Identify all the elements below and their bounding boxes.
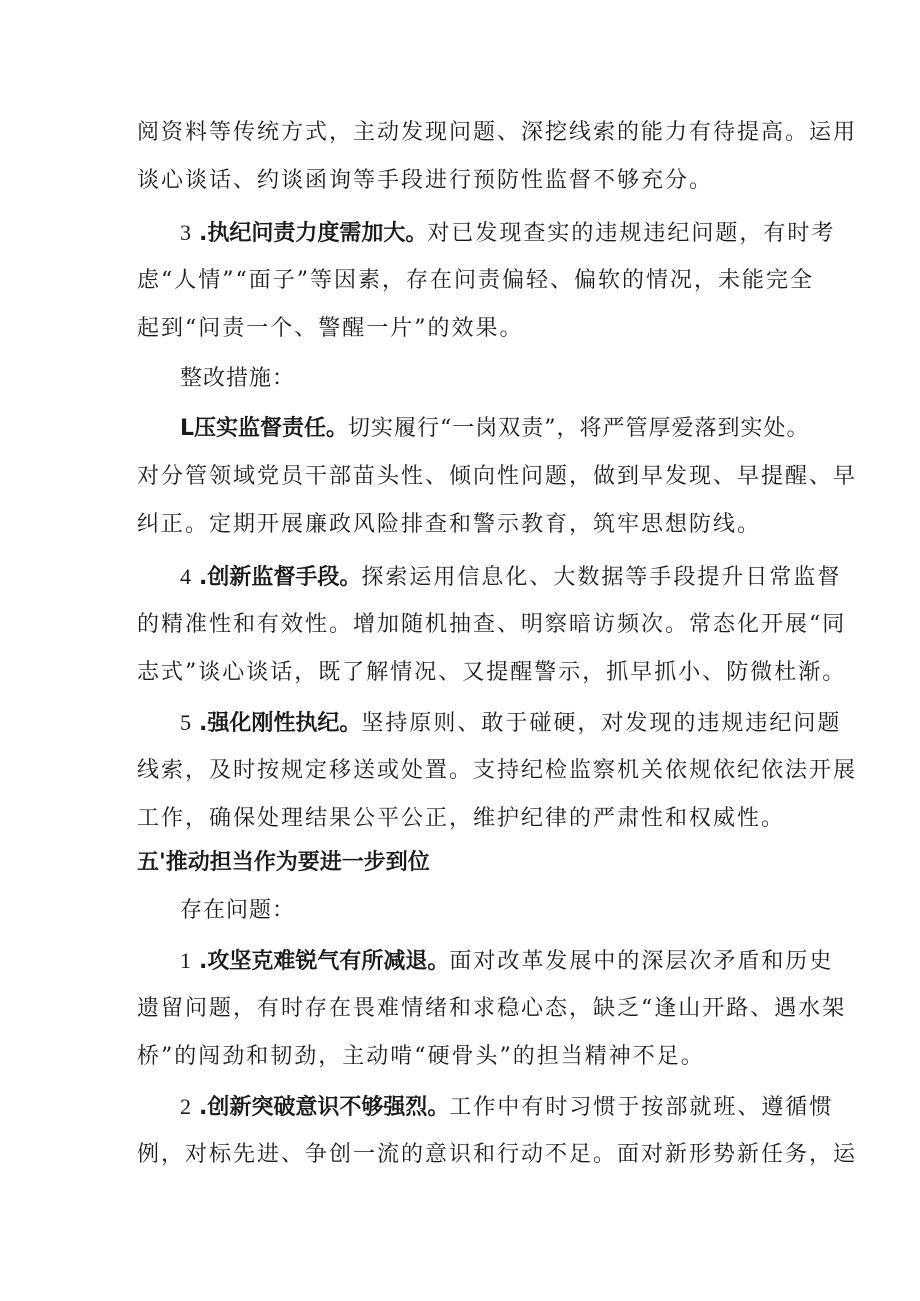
item-lead: .攻坚克难锐气有所减退。	[199, 949, 450, 974]
measures-heading: 整改措施：	[180, 366, 296, 391]
item-3-line-1	[180, 218, 835, 249]
paragraph-line: 例，对标先进、争创一流的意识和行动不足。面对新形势新任务，运	[137, 1142, 858, 1167]
paragraph-line: 起到“问责一个、警醒一片”的效果。	[137, 316, 524, 341]
item-text: 面对改革发展中的深层次矛盾和历史	[449, 949, 834, 974]
issue-2-line-1	[180, 1092, 833, 1123]
paragraph-line: 桥”的闯劲和韧劲，主动啃“硬骨头”的担当精神不足。	[137, 1044, 705, 1069]
paragraph-line: 遗留问题，有时存在畏难情绪和求稳心态，缺乏“逢山开路、遇水架	[137, 996, 847, 1021]
paragraph-line: 志式”谈心谈话，既了解情况、又提醒警示，抓早抓小、防微杜渐。	[137, 660, 847, 685]
item-number: 1	[180, 948, 191, 973]
item-text: 工作中有时习惯于按部就班、遵循惯	[449, 1095, 834, 1120]
item-text: 坚持原则、敢于碰硬，对发现的违规违纪问题	[361, 711, 842, 736]
item-text: 对已发现查实的违规违纪问题，有时考	[427, 221, 836, 246]
item-number: 5	[180, 710, 191, 735]
item-lead: .创新监督手段。	[199, 565, 362, 590]
item-number: 4	[180, 564, 191, 589]
measure-1-line-1	[180, 414, 810, 444]
item-lead: .创新突破意识不够强烈。	[199, 1095, 450, 1120]
issue-1-line-1	[180, 946, 833, 977]
paragraph-line: 线索，及时按规定移送或处置。支持纪检监察机关依规依纪依法开展	[137, 758, 858, 783]
measure-5-line-1	[180, 708, 841, 739]
item-lead: .强化刚性执纪。	[199, 711, 362, 736]
item-text: 切实履行“一岗双责”，将严管厚爱落到实处。	[348, 416, 810, 441]
paragraph-line: 的精准性和有效性。增加随机抽查、明察暗访频次。常态化开展“同	[137, 612, 847, 637]
paragraph-line: 虑“人情”“面子”等因素，存在问责偏轻、偏软的情况，未能完全	[137, 268, 814, 293]
section-5-heading: 五'推动担当作为要进一步到位	[137, 850, 430, 875]
item-number: 2	[180, 1094, 191, 1119]
paragraph-line: 阅资料等传统方式，主动发现问题、深挖线索的能力有待提高。运用	[137, 120, 858, 145]
item-text: 探索运用信息化、大数据等手段提升日常监督	[361, 565, 842, 590]
item-lead: .执纪问责力度需加大。	[199, 221, 428, 246]
item-lead: L压实监督责任。	[180, 416, 349, 441]
item-number: 3	[180, 220, 191, 245]
paragraph-line: 谈心谈话、约谈函询等手段进行预防性监督不够充分。	[137, 168, 714, 193]
paragraph-line: 纠正。定期开展廉政风险排查和警示教育，筑牢思想防线。	[137, 512, 762, 537]
issues-heading: 存在问题：	[180, 898, 296, 923]
paragraph-line: 工作，确保处理结果公平公正，维护纪律的严肃性和权威性。	[137, 806, 786, 831]
measure-4-line-1	[180, 562, 841, 593]
paragraph-line: 对分管领域党员干部苗头性、倾向性问题，做到早发现、早提醒、早	[137, 464, 858, 489]
